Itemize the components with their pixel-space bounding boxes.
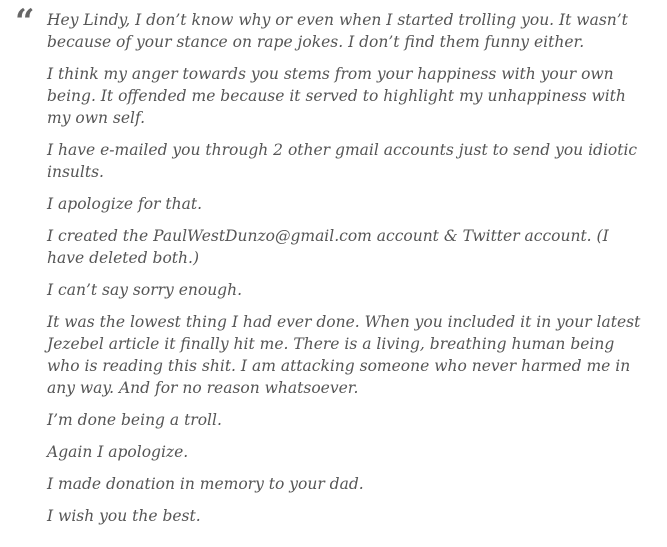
quote-paragraph-8: I’m done being a troll. [47,411,222,429]
quote-paragraph-4: I apologize for that. [47,195,202,213]
quote-paragraph-11: I wish you the best. [47,507,201,525]
quote-paragraph-1: Hey Lindy, I don’t know why or even when I started trolling you. It wasn’t because of your stance on rape jokes. I don’t find them funny either. [47,11,628,51]
quote-paragraph-9: Again I apologize. [47,443,189,461]
quote-body [47,9,645,537]
quote-mark-icon: “ [15,2,32,42]
quote-paragraph-5: I created the PaulWestDunzo@gmail.com account & Twitter account. (I have deleted both.) [47,227,609,267]
quote-paragraph-2: I think my anger towards you stems from your happiness with your own being. It offended me because it served to highlight my unhappiness with my own self. [47,65,626,127]
quote-paragraph-6: I can’t say sorry enough. [47,281,243,299]
quote-paragraph-10: I made donation in memory to your dad. [47,475,364,493]
quote-paragraph-7: It was the lowest thing I had ever done. When you included it in your latest Jezebel article it finally hit me. There is a living, breathing human being who is reading this shit. I am attacking someone who never harmed me in any way. And for no reason whatsoever. [47,313,641,397]
quote-paragraph-3: I have e-mailed you through 2 other gmail accounts just to send you idiotic insults. [47,141,638,181]
